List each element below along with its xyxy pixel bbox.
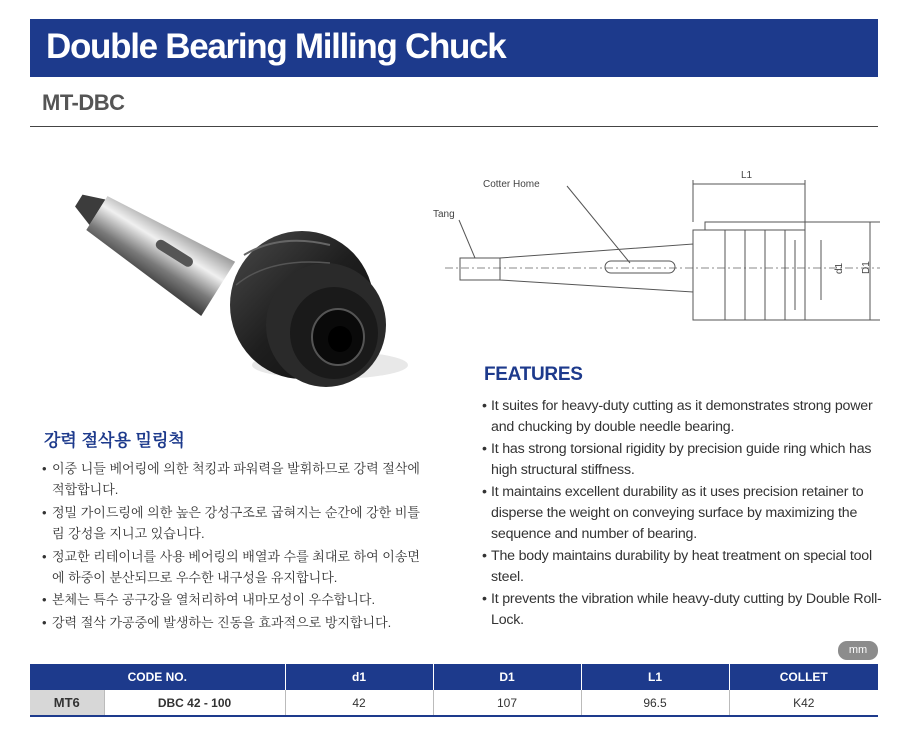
spec-table	[30, 664, 878, 717]
korean-feature-list	[42, 458, 432, 634]
feature-item: • It maintains excellent durability as it uses precision retainer to disperse the weight on conveying surface by maximizing the sequence and number of bearing.	[482, 482, 882, 544]
d1-label: d1	[834, 262, 845, 274]
feature-item: • It suites for heavy-duty cutting as it demonstrates strong power and chucking by double needle bearing.	[482, 396, 882, 437]
L1-cell: 96.5	[581, 690, 729, 716]
tang-label: Tang	[433, 209, 455, 220]
feature-item: • It prevents the vibration while heavy-duty cutting by Double Roll-Lock.	[482, 589, 882, 630]
cotter-home-label: Cotter Home	[483, 179, 540, 190]
title-bar	[30, 19, 878, 77]
feature-item: • The body maintains durability by heat treatment on special tool steel.	[482, 546, 882, 587]
feature-item: • It has strong torsional rigidity by precision guide ring which has high structural stiffness.	[482, 439, 882, 480]
code-cell: DBC 42 - 100	[104, 690, 285, 716]
header-D1: D1	[433, 664, 581, 690]
page-title: Double Bearing Milling Chuck	[46, 27, 506, 66]
korean-feature-item: • 강력 절삭 가공중에 발생하는 진동을 효과적으로 방지합니다.	[42, 612, 432, 633]
korean-title: 강력 절삭용 밀링척	[44, 431, 185, 450]
divider	[30, 126, 878, 127]
features-list	[482, 396, 882, 633]
table-row	[30, 690, 878, 716]
header-d1: d1	[285, 664, 433, 690]
D1-label: D1	[861, 261, 872, 274]
korean-feature-item: • 본체는 특수 공구강을 열처리하여 내마모성이 우수합니다.	[42, 589, 432, 610]
D1-cell: 107	[433, 690, 581, 716]
header-code-no: CODE NO.	[30, 664, 285, 690]
product-photo	[30, 145, 430, 405]
unit-badge: mm	[838, 641, 878, 660]
header-L1: L1	[581, 664, 729, 690]
l1-label: L1	[741, 170, 753, 181]
korean-feature-item: • 이중 니들 베어링에 의한 척킹과 파워력을 발휘하므로 강력 절삭에 적합합니다.	[42, 458, 432, 501]
spec-table-header	[30, 664, 878, 690]
collet-cell: K42	[729, 690, 878, 716]
korean-feature-item: • 정교한 리테이너를 사용 베어링의 배열과 수를 최대로 하여 이송면에 하중이 분산되므로 우수한 내구성을 유지합니다.	[42, 546, 432, 589]
features-title: FEATURES	[484, 364, 583, 385]
technical-drawing	[425, 160, 885, 340]
korean-feature-item: • 정밀 가이드링에 의한 높은 강성구조로 굽혀지는 순간에 강한 비틀림 강성을 지니고 있습니다.	[42, 502, 432, 545]
d1-cell: 42	[285, 690, 433, 716]
model-cell: MT6	[30, 690, 104, 716]
header-collet: COLLET	[729, 664, 878, 690]
model-series: MT-DBC	[42, 90, 125, 115]
